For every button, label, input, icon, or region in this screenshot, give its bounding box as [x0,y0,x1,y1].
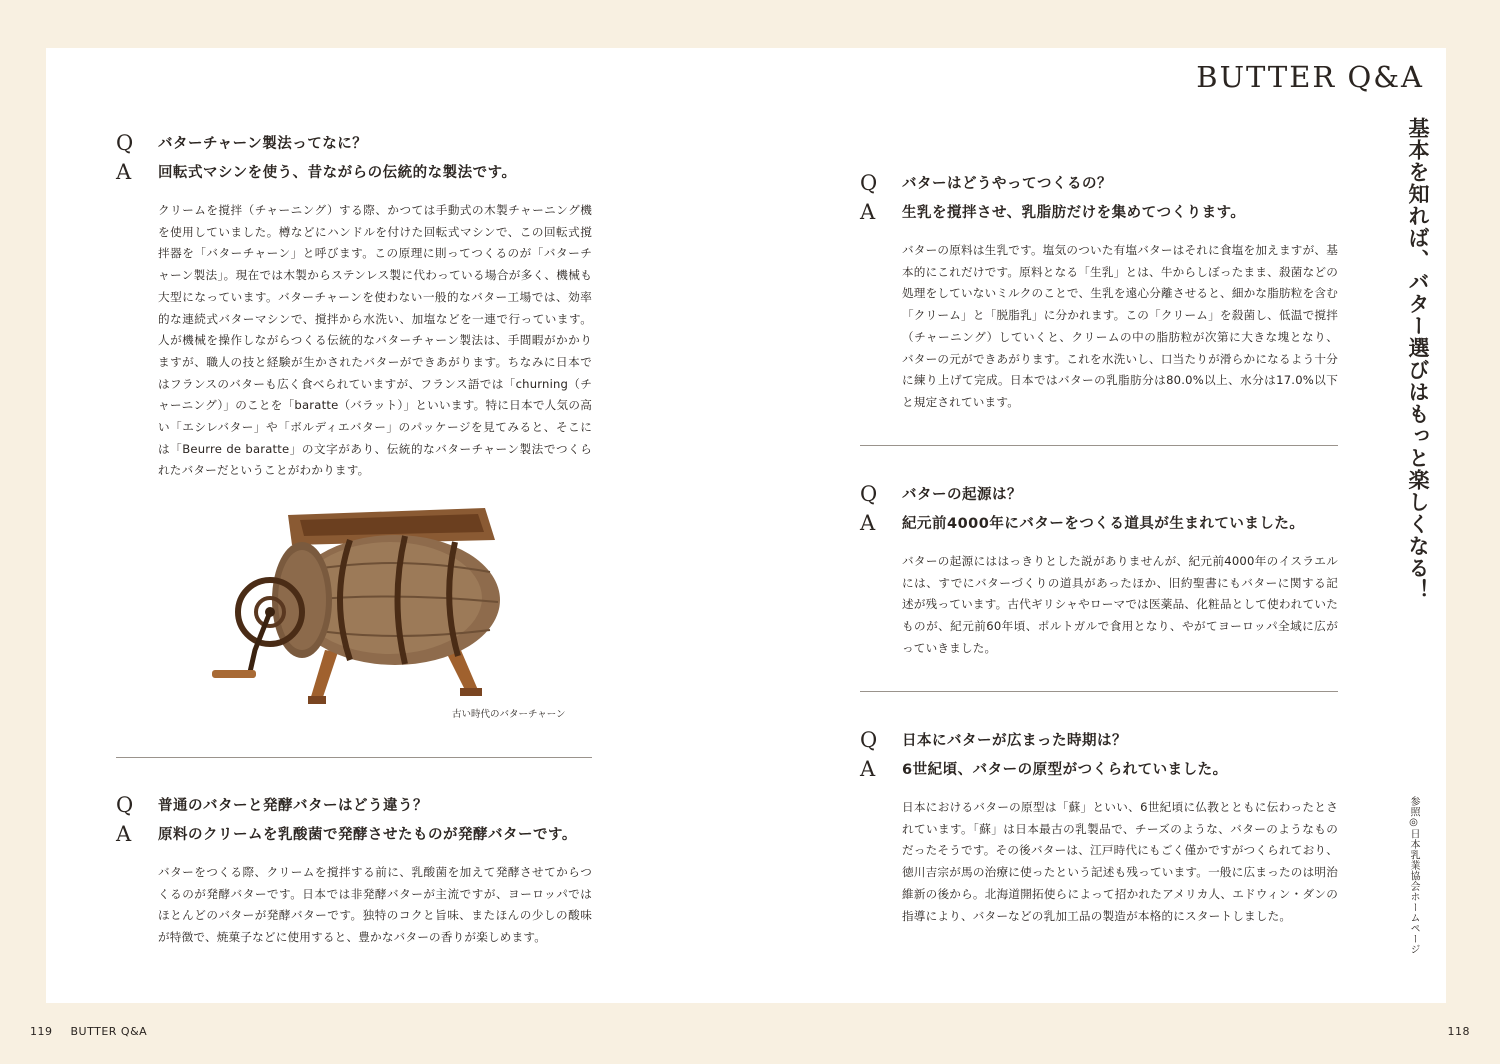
q-letter: Q [116,130,134,155]
page-header-title: BUTTER Q&A [1196,60,1424,94]
answer-body: バターをつくる際、クリームを撹拌する前に、乳酸菌を加えて発酵させてからつくるのが発酵バターです。日本では非発酵バターが主流ですが、ヨーロッパではほとんどのバターが発酵バターです。独特のコクと旨味、またほんの少しの酸味が特徴で、焼菓子などに使用すると、豊かなバターの香りが楽しめます。 [158,865,592,945]
question-text: 日本にバターが広まった時期は？ [902,733,1127,749]
q-letter: Q [116,792,134,817]
qa-item [116,790,592,949]
reference-note: 参照◎日本乳業協会ホームページ [1408,796,1419,955]
qa-item [860,479,1338,660]
divider [860,445,1338,446]
answer-text: 紀元前4000年にバターをつくる道具が生まれていました。 [902,516,1305,532]
qa-item [860,168,1338,414]
a-letter: A [860,510,876,535]
divider [116,757,592,758]
footer-running-title: BUTTER Q&A [70,1025,148,1038]
page-number-left: 119 [30,1025,53,1038]
illustration-caption: 古い時代のバターチャーン [452,709,566,720]
page-number-right: 118 [1447,1025,1470,1038]
a-letter: A [860,199,876,224]
answer-body: クリームを撹拌（チャーニング）する際、かつては手動式の木製チャーニング機を使用していました。樽などにハンドルを付けた回転式マシンで、この回転式撹拌器を「バターチャーン」と呼びます。この原理に則ってつくるのが「バターチャーン製法」。現在では木製からステンレス製に代わっている場合が多く、機械も大型になっています。バターチャーンを使わない一般的なバター工場では、効率的な連続式バターマシンで、撹拌から水洗い、加塩などを一連で行っています。人が機械を操作しながらつくる伝統的なバターチャーン製法は、手間暇がかかりますが、職人の技と経験が生かされたバターができあがります。ちなみに日本ではフランスのバターも広く食べられていますが、フランス語では「churning（チャーニング）」のことを「baratte（バラット）」といいます。特に日本で人気の高い「エシレバター」や「ボルディエバター」のパッケージを見てみると、そこには「Beurre de baratte」の文字があり、伝統的なバターチャーン製法でつくられたバターだということがわかります。 [158,203,592,478]
qa-item [116,128,592,482]
question-text: バターチャーン製法ってなに？ [158,136,368,152]
answer-body: 日本におけるバターの原型は「蘇」といい、6世紀頃に仏教とともに伝わったとされています。「蘇」は日本最古の乳製品で、チーズのような、バターのようなものだったそうです。その後バターは、江戸時代にもごく僅かですがつくられており、徳川吉宗が馬の治療に使ったという記述も残っています。一般に広まったのは明治維新の後から。北海道開拓使らによって招かれたアメリカ人、エドウィン・ダンの指導により、バターなどの乳加工品の製造が本格的にスタートしました。 [902,800,1338,923]
q-letter: Q [860,481,878,506]
a-letter: A [116,821,132,846]
q-letter: Q [860,727,878,752]
a-letter: A [116,159,132,184]
divider [860,691,1338,692]
answer-text: 原料のクリームを乳酸菌で発酵させたものが発酵バターです。 [158,827,577,843]
question-text: バターの起源は？ [902,487,1022,503]
a-letter: A [860,756,876,781]
answer-body: バターの起源にははっきりとした説がありませんが、紀元前4000年のイスラエルには、すでにバターづくりの道具があったほか、旧約聖書にもバターに関する記述が残っています。古代ギリシャやローマでは医薬品、化粧品として使われていたものが、紀元前60年頃、ポルトガルで食用となり、やがてヨーロッパ全域に広がっていきました。 [902,554,1338,655]
answer-text: 回転式マシンを使う、昔ながらの伝統的な製法です。 [158,165,517,181]
question-text: 普通のバターと発酵バターはどう違う？ [158,798,428,814]
answer-text: 6世紀頃、バターの原型がつくられていました。 [902,762,1228,778]
butter-churn-illustration [210,500,510,710]
footer-left [30,1025,147,1038]
vertical-headline: 基本を知れば、バター選びはもっと楽しくなる！ [1406,117,1430,601]
question-text: バターはどうやってつくるの？ [902,176,1112,192]
qa-item [860,725,1338,927]
answer-body: バターの原料は生乳です。塩気のついた有塩バターはそれに食塩を加えますが、基本的にこれだけです。原料となる「生乳」とは、牛からしぼったまま、殺菌などの処理をしていないミルクのことで、生乳を遠心分離させると、細かな脂肪粒を含む「クリーム」と「脱脂乳」に分かれます。この「クリーム」を殺菌し、低温で撹拌（チャーニング）していくと、クリームの中の脂肪粒が次第に大きな塊となり、バターの元ができあがります。これを水洗いし、口当たりが滑らかになるよう十分に練り上げて完成。日本ではバターの乳脂肪分は80.0%以上、水分は17.0%以下と規定されています。 [902,243,1338,409]
q-letter: Q [860,170,878,195]
answer-text: 生乳を撹拌させ、乳脂肪だけを集めてつくります。 [902,205,1246,221]
